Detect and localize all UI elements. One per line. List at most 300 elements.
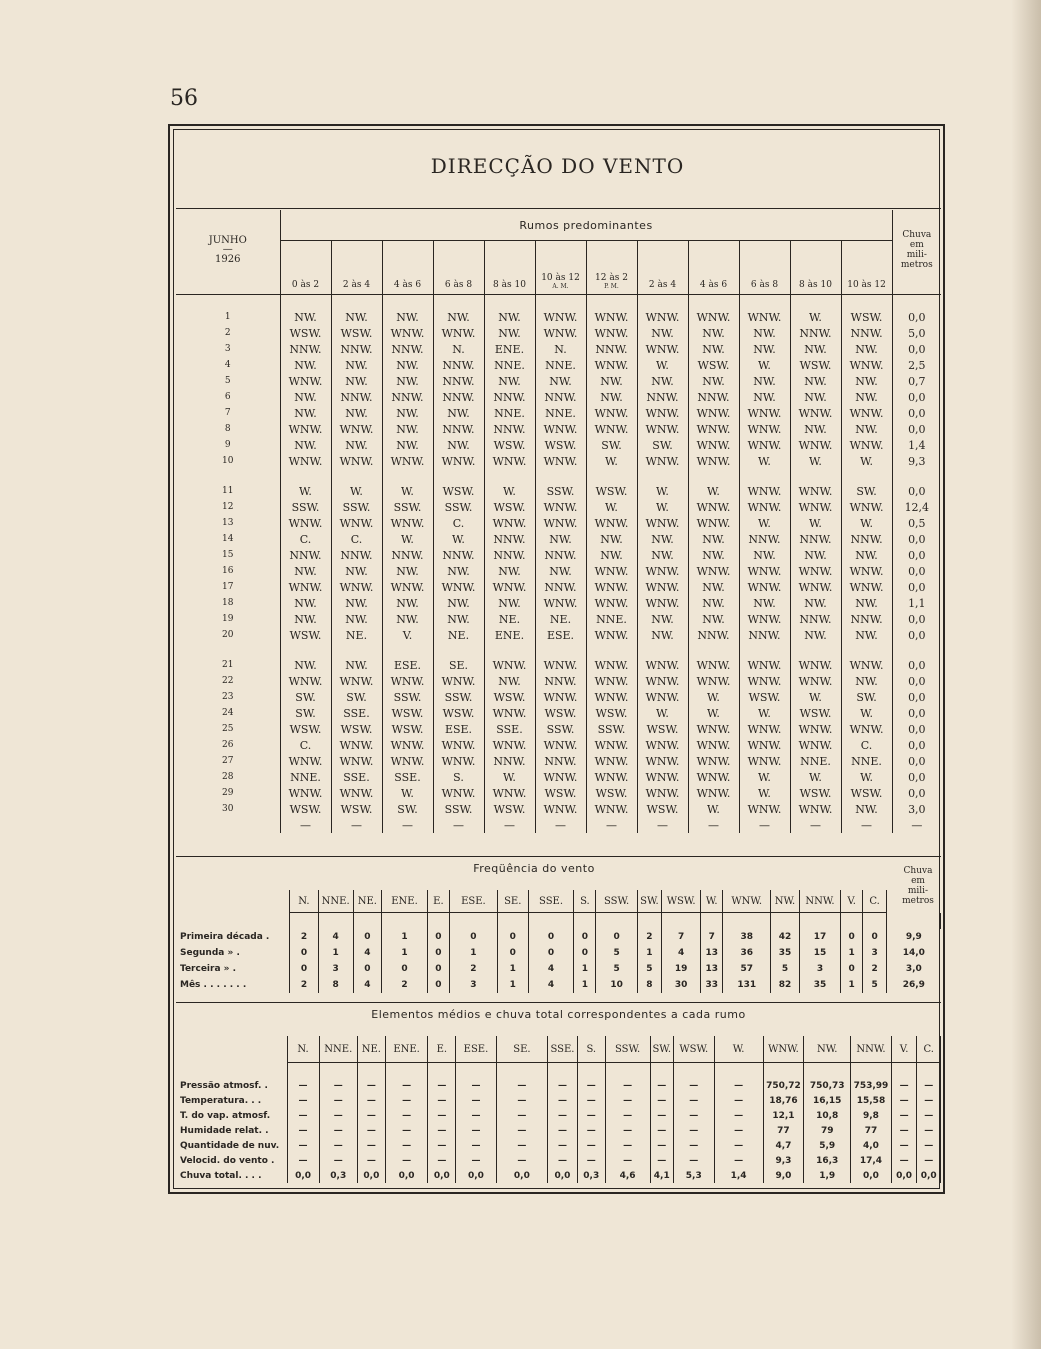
spacer-cell: [714, 1063, 763, 1079]
direction-cell: NW.: [790, 341, 841, 357]
direction-cell: WNW.: [280, 753, 331, 769]
spacer-cell: [574, 913, 596, 930]
spacer-cell: [661, 913, 700, 930]
spacer-cell: [650, 1063, 673, 1079]
direction-cell: WNW.: [841, 563, 892, 579]
direction-cell: WNW.: [586, 753, 637, 769]
element-cell: —: [385, 1153, 428, 1168]
rain-cell: 9,9: [905, 932, 922, 942]
day-number: 25: [176, 721, 280, 737]
spacer-cell: [637, 643, 688, 657]
direction-cell: WSW.: [841, 309, 892, 325]
day-number: 8: [176, 421, 280, 437]
direction-cell: W.: [790, 453, 841, 469]
frequency-cell: 17: [799, 929, 841, 945]
direction-cell: WNW.: [586, 769, 637, 785]
element-cell: —: [319, 1093, 357, 1108]
direction-column-header: WSW.: [661, 890, 700, 913]
element-cell: 18,76: [763, 1093, 804, 1108]
direction-cell: WNW.: [586, 563, 637, 579]
day-number: 6: [176, 389, 280, 405]
direction-cell: NNW.: [484, 753, 535, 769]
spacer-cell: [841, 913, 863, 930]
direction-column-header: W.: [714, 1036, 763, 1063]
direction-cell: NW.: [637, 627, 688, 643]
direction-cell: NW.: [637, 531, 688, 547]
frequency-cell: 3: [863, 945, 887, 961]
time-column-label: 0 às 2: [291, 280, 320, 290]
element-cell: 0,0: [496, 1168, 547, 1183]
element-cell: —: [577, 1078, 605, 1093]
spacer-cell: [763, 1063, 804, 1079]
element-cell: —: [496, 1078, 547, 1093]
element-cell: 753,99: [851, 1078, 892, 1093]
rain-header-line: metros: [902, 896, 934, 906]
rain-header-line: em: [911, 876, 925, 886]
element-cell: —: [605, 1093, 650, 1108]
direction-cell: W.: [739, 453, 790, 469]
day-row: [176, 563, 941, 579]
direction-cell: W.: [739, 785, 790, 801]
frequency-cell: 5: [637, 961, 661, 977]
direction-cell: NW.: [331, 405, 382, 421]
element-cell: —: [577, 1153, 605, 1168]
frequency-cell: 15: [799, 945, 841, 961]
direction-cell: NW.: [586, 389, 637, 405]
direction-cell: NNW.: [637, 389, 688, 405]
day-row: [176, 357, 941, 373]
direction-cell: NW.: [535, 563, 586, 579]
frequency-cell: 2: [382, 977, 428, 993]
spacer-cell: [382, 913, 428, 930]
dash-cell: —: [841, 817, 892, 833]
direction-cell: WNW.: [637, 341, 688, 357]
frequency-cell: 0: [290, 961, 318, 977]
frequency-cell: 7: [701, 929, 723, 945]
direction-cell: WSW.: [484, 801, 535, 817]
frequency-cell: 0: [528, 929, 574, 945]
time-column-header: [535, 241, 586, 295]
direction-cell: WSW.: [484, 689, 535, 705]
spacer-cell: [484, 643, 535, 657]
day-row: [176, 373, 941, 389]
direction-cell: NW.: [280, 389, 331, 405]
spacer-row: [176, 643, 941, 657]
element-cell: —: [456, 1123, 497, 1138]
day-number: 30: [176, 801, 280, 817]
direction-cell: WNW.: [586, 357, 637, 373]
direction-cell: WSW.: [790, 705, 841, 721]
direction-cell: WNW.: [535, 657, 586, 673]
direction-cell: NW.: [637, 611, 688, 627]
element-cell: —: [287, 1108, 319, 1123]
element-cell: 79: [804, 1123, 851, 1138]
direction-cell: NW.: [331, 657, 382, 673]
period-label: Primeira década .: [176, 929, 290, 945]
dash-cell: —: [688, 817, 739, 833]
direction-cell: W.: [382, 531, 433, 547]
day-row: [176, 453, 941, 469]
day-number: 14: [176, 531, 280, 547]
spacer-cell: [917, 1063, 941, 1079]
direction-cell: NW.: [841, 801, 892, 817]
element-cell: 10,8: [804, 1108, 851, 1123]
element-cell: —: [650, 1138, 673, 1153]
element-cell: —: [319, 1078, 357, 1093]
spacer-cell: [739, 295, 790, 310]
spacer-cell: [176, 643, 280, 657]
direction-cell: W.: [637, 499, 688, 515]
direction-cell: NW.: [280, 595, 331, 611]
spacer-cell: [637, 913, 661, 930]
direction-cell: W.: [688, 483, 739, 499]
spacer-cell: [382, 295, 433, 310]
direction-cell: NNW.: [739, 531, 790, 547]
spacer-cell: [353, 913, 381, 930]
element-cell: —: [358, 1078, 386, 1093]
direction-cell: WNW.: [535, 737, 586, 753]
day-number: 19: [176, 611, 280, 627]
direction-cell: WNW.: [586, 627, 637, 643]
element-cell: —: [496, 1093, 547, 1108]
day-row: [176, 753, 941, 769]
frequency-cell: 1: [382, 945, 428, 961]
spacer-row: [176, 913, 941, 930]
direction-cell: WSW.: [433, 705, 484, 721]
direction-cell: SSW.: [535, 483, 586, 499]
direction-cell: WSW.: [484, 499, 535, 515]
direction-column-header: E.: [427, 890, 449, 913]
direction-cell: NW.: [433, 309, 484, 325]
rain-cell: 5,0: [908, 326, 926, 340]
time-column-header: [280, 241, 331, 295]
direction-cell: WNW.: [331, 673, 382, 689]
element-cell: —: [605, 1153, 650, 1168]
direction-cell: WNW.: [688, 499, 739, 515]
direction-cell: SE.: [433, 657, 484, 673]
rain-cell: 0,5: [908, 516, 926, 530]
direction-cell: WNW.: [586, 579, 637, 595]
direction-column-header: ENE.: [385, 1036, 428, 1063]
spacer-cell: [176, 913, 290, 930]
spacer-cell: [176, 295, 280, 310]
day-number: 7: [176, 405, 280, 421]
frequency-cell: 1: [497, 977, 528, 993]
direction-cell: WNW.: [433, 737, 484, 753]
direction-column-header: SSE.: [548, 1036, 578, 1063]
direction-cell: WNW.: [637, 673, 688, 689]
element-row: [176, 1093, 941, 1108]
frequency-cell: 33: [701, 977, 723, 993]
direction-cell: WNW.: [739, 437, 790, 453]
direction-cell: WNW.: [382, 673, 433, 689]
day-row: [176, 785, 941, 801]
frequency-cell: 5: [863, 977, 887, 993]
element-label: Quantidade de nuv.: [176, 1138, 287, 1153]
direction-cell: NW.: [586, 531, 637, 547]
element-cell: 0,0: [891, 1168, 917, 1183]
direction-column-header: NNW.: [851, 1036, 892, 1063]
direction-cell: WNW.: [535, 325, 586, 341]
direction-cell: NW.: [790, 547, 841, 563]
direction-cell: WNW.: [280, 373, 331, 389]
element-cell: 77: [851, 1123, 892, 1138]
element-cell: 1,4: [714, 1168, 763, 1183]
direction-cell: WNW.: [637, 309, 688, 325]
element-cell: —: [428, 1093, 456, 1108]
element-cell: 4,1: [650, 1168, 673, 1183]
direction-cell: C.: [331, 531, 382, 547]
direction-cell: NW.: [433, 611, 484, 627]
spacer-cell: [528, 913, 574, 930]
element-cell: —: [577, 1123, 605, 1138]
element-cell: 0,0: [917, 1168, 941, 1183]
direction-cell: NW.: [586, 373, 637, 389]
spacer-row: [176, 469, 941, 483]
rain-cell: 0,0: [908, 770, 926, 784]
direction-cell: ESE.: [433, 721, 484, 737]
dash-cell: —: [790, 817, 841, 833]
frequency-cell: 0: [497, 929, 528, 945]
spacer-cell: [319, 1063, 357, 1079]
day-row: [176, 483, 941, 499]
element-label: Humidade relat. .: [176, 1123, 287, 1138]
element-cell: —: [496, 1153, 547, 1168]
frequency-row: [176, 977, 941, 993]
direction-cell: WNW.: [586, 421, 637, 437]
direction-column-header: V.: [841, 890, 863, 913]
frequency-cell: 13: [701, 961, 723, 977]
frequency-cell: 1: [841, 945, 863, 961]
frequency-cell: 1: [637, 945, 661, 961]
day-number: 15: [176, 547, 280, 563]
direction-cell: WNW.: [739, 737, 790, 753]
spacer-cell: [318, 913, 353, 930]
direction-cell: WSW.: [280, 325, 331, 341]
direction-cell: WNW.: [688, 673, 739, 689]
direction-cell: WNW.: [790, 801, 841, 817]
page-title: DIRECÇÃO DO VENTO: [430, 154, 685, 178]
rain-cell: 1,1: [908, 596, 926, 610]
element-cell: 0,0: [358, 1168, 386, 1183]
direction-cell: NW.: [841, 421, 892, 437]
direction-cell: NW.: [739, 325, 790, 341]
direction-cell: NW.: [280, 309, 331, 325]
element-cell: —: [319, 1138, 357, 1153]
direction-cell: WNW.: [280, 673, 331, 689]
dash-cell: —: [911, 818, 923, 832]
direction-column-header: NNW.: [799, 890, 841, 913]
day-number: 29: [176, 785, 280, 801]
frequency-cell: 5: [596, 945, 638, 961]
time-column-label: 2 às 4: [342, 280, 371, 290]
frequency-cell: 4: [318, 929, 353, 945]
direction-cell: WNW.: [535, 595, 586, 611]
direction-cell: NW.: [841, 595, 892, 611]
element-cell: —: [577, 1138, 605, 1153]
direction-cell: WNW.: [331, 579, 382, 595]
time-column-label: 4 às 6: [393, 280, 422, 290]
rain-header-line: mili-: [907, 886, 929, 896]
day-number: 18: [176, 595, 280, 611]
spacer-cell: [841, 469, 892, 483]
direction-cell: NW.: [841, 673, 892, 689]
frequency-cell: 5: [596, 961, 638, 977]
direction-cell: NW.: [382, 421, 433, 437]
element-cell: —: [917, 1153, 941, 1168]
direction-cell: WNW.: [688, 453, 739, 469]
direction-cell: NW.: [280, 657, 331, 673]
rain-cell: 0,0: [908, 406, 926, 420]
spacer-cell: [358, 1063, 386, 1079]
element-cell: —: [605, 1108, 650, 1123]
frequency-cell: 13: [701, 945, 723, 961]
direction-cell: NW.: [382, 357, 433, 373]
direction-cell: C.: [841, 737, 892, 753]
direction-cell: NW.: [433, 563, 484, 579]
year-label: 1926: [215, 254, 241, 265]
direction-cell: SSE.: [382, 769, 433, 785]
frequency-cell: 1: [574, 961, 596, 977]
day-row: [176, 579, 941, 595]
frequency-cell: 0: [290, 945, 318, 961]
spacer-cell: [688, 643, 739, 657]
direction-cell: NE.: [433, 627, 484, 643]
frequency-cell: 10: [596, 977, 638, 993]
spacer-cell: [596, 913, 638, 930]
direction-cell: NW.: [433, 595, 484, 611]
element-row: [176, 1078, 941, 1093]
direction-cell: NW.: [382, 437, 433, 453]
direction-cell: WNW.: [280, 579, 331, 595]
direction-cell: WNW.: [586, 309, 637, 325]
element-cell: —: [673, 1078, 714, 1093]
day-number: 22: [176, 673, 280, 689]
rain-cell: 0,0: [908, 658, 926, 672]
direction-cell: NW.: [790, 389, 841, 405]
direction-cell: SSW.: [535, 721, 586, 737]
direction-cell: SSE.: [331, 769, 382, 785]
direction-cell: NNW.: [382, 547, 433, 563]
time-column-header: [586, 241, 637, 295]
frequency-cell: 0: [574, 945, 596, 961]
direction-column-header: ENE.: [382, 890, 428, 913]
direction-cell: WSW.: [382, 721, 433, 737]
element-cell: —: [548, 1078, 578, 1093]
time-column-header: [637, 241, 688, 295]
element-cell: 12,1: [763, 1108, 804, 1123]
direction-cell: WNW.: [331, 753, 382, 769]
day-number: 28: [176, 769, 280, 785]
element-cell: —: [650, 1153, 673, 1168]
spacer-cell: [427, 913, 449, 930]
element-cell: —: [673, 1138, 714, 1153]
direction-cell: NW.: [790, 373, 841, 389]
element-cell: —: [673, 1123, 714, 1138]
direction-cell: NW.: [637, 325, 688, 341]
frequency-cell: 36: [723, 945, 771, 961]
direction-column-header: NE.: [353, 890, 381, 913]
time-column-header: [331, 241, 382, 295]
rain-cell: 3,0: [908, 802, 926, 816]
direction-cell: WNW.: [484, 705, 535, 721]
direction-column-header: SSE.: [528, 890, 574, 913]
direction-cell: WNW.: [637, 453, 688, 469]
direction-column-header: C.: [863, 890, 887, 913]
element-cell: —: [287, 1078, 319, 1093]
day-number: 1: [176, 309, 280, 325]
direction-cell: NW.: [535, 373, 586, 389]
direction-cell: WNW.: [841, 437, 892, 453]
direction-cell: WNW.: [790, 673, 841, 689]
spacer-cell: [790, 643, 841, 657]
direction-cell: WNW.: [790, 483, 841, 499]
dash-row: [176, 817, 941, 833]
day-number: 23: [176, 689, 280, 705]
direction-cell: NW.: [382, 309, 433, 325]
direction-cell: C.: [433, 515, 484, 531]
direction-cell: NNW.: [535, 547, 586, 563]
direction-cell: NNE.: [586, 611, 637, 627]
spacer-cell: [535, 295, 586, 310]
day-number: 24: [176, 705, 280, 721]
direction-cell: NNE.: [484, 405, 535, 421]
frequency-cell: 19: [661, 961, 700, 977]
direction-cell: NW.: [841, 547, 892, 563]
spacer-cell: [577, 1063, 605, 1079]
spacer-cell: [586, 295, 637, 310]
spacer-row: [176, 1063, 941, 1079]
rain-cell: 0,0: [908, 754, 926, 768]
direction-cell: W.: [688, 689, 739, 705]
elements-table: [176, 1036, 941, 1183]
day-number: 2: [176, 325, 280, 341]
direction-cell: NW.: [331, 611, 382, 627]
direction-cell: NNW.: [688, 389, 739, 405]
direction-column-header: NNE.: [318, 890, 353, 913]
element-cell: —: [385, 1138, 428, 1153]
direction-cell: WNW.: [535, 769, 586, 785]
direction-cell: WNW.: [790, 737, 841, 753]
direction-cell: WNW.: [280, 453, 331, 469]
direction-cell: WNW.: [790, 657, 841, 673]
day-row: [176, 515, 941, 531]
direction-cell: NW.: [331, 563, 382, 579]
element-row: [176, 1108, 941, 1123]
element-cell: —: [496, 1123, 547, 1138]
element-cell: —: [456, 1138, 497, 1153]
spacer-cell: [891, 1063, 917, 1079]
time-column-label: 8 às 10: [493, 280, 526, 290]
direction-cell: W.: [790, 689, 841, 705]
direction-cell: SW.: [841, 483, 892, 499]
element-row: [176, 1123, 941, 1138]
rain-cell: 0,0: [908, 690, 926, 704]
page-number: 56: [170, 86, 198, 111]
spacer-cell: [586, 469, 637, 483]
element-cell: —: [385, 1123, 428, 1138]
element-cell: —: [891, 1078, 917, 1093]
direction-cell: WNW.: [433, 753, 484, 769]
element-label: Temperatura. . .: [176, 1093, 287, 1108]
direction-column-header: SW.: [637, 890, 661, 913]
element-cell: 0,0: [385, 1168, 428, 1183]
spacer-cell: [331, 643, 382, 657]
element-cell: 15,58: [851, 1093, 892, 1108]
rain-header-line: Chuva: [902, 230, 932, 240]
direction-cell: W.: [382, 483, 433, 499]
direction-cell: NW.: [688, 325, 739, 341]
